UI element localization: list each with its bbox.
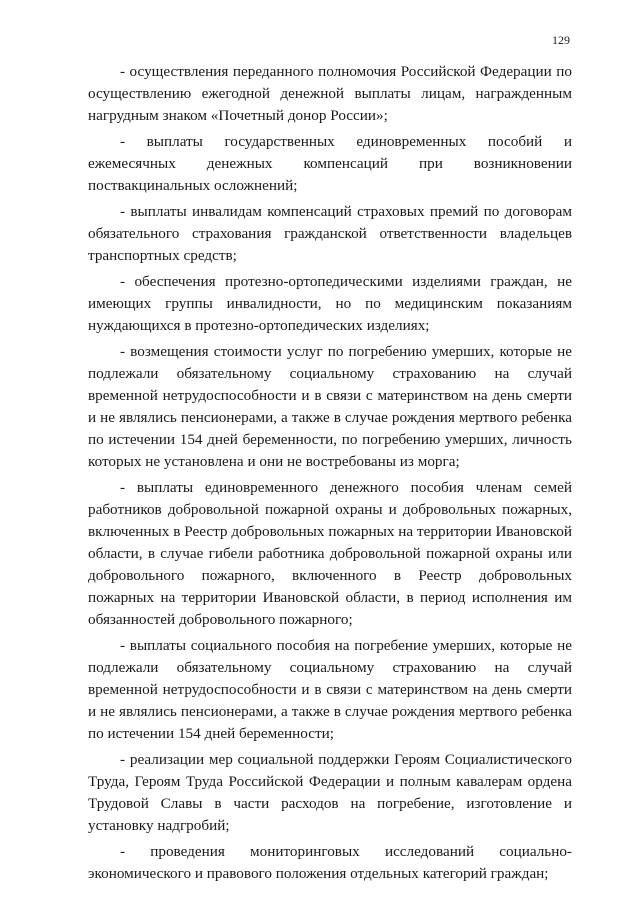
list-item: - реализации мер социальной поддержки Героям Социалистического Труда, Героям Труда Российской Федерации и полным кавалерам ордена Трудовой Славы в части расходов на погребение, изготовление и установку надгробий; xyxy=(88,751,572,834)
list-item: - возмещения стоимости услуг по погребению умерших, которые не подлежали обязательному социальному страхованию на случай временной нетрудоспособности и в связи с материнством на день смерти и не являлись пенсионерами, а также в случае рождения мертвого ребенка по истечении 154 дней беременности, по погребению умерших, личность которых не установлена и они не востребованы из морга; xyxy=(88,343,572,470)
list-item: - осуществления переданного полномочия Российской Федерации по осуществлению ежегодной денежной выплаты лицам, награжденным нагрудным знаком «Почетный донор России»; xyxy=(88,63,572,124)
list-item: - выплаты инвалидам компенсаций страховых премий по договорам обязательного страхования гражданской ответственности владельцев транспортных средств; xyxy=(88,203,572,264)
list-item: - выплаты единовременного денежного пособия членам семей работников добровольной пожарной охраны и добровольных пожарных, включенных в Реестр добровольных пожарных на территории Ивановской области, в случае гибели работника добровольной пожарной охраны или добровольного пожарного, включенного в Реестр добровольных пожарных на территории Ивановской области, в период исполнения им обязанностей добровольного пожарного; xyxy=(88,479,572,628)
list-item: - выплаты государственных единовременных пособий и ежемесячных денежных компенсаций при возникновении поствакцинальных осложнений; xyxy=(88,133,572,194)
list-item: - проведения мониторинговых исследований социально-экономического и правового положения отдельных категорий граждан; xyxy=(88,843,572,882)
document-body xyxy=(88,61,572,889)
page-number: 129 xyxy=(552,33,570,47)
list-item: - выплаты социального пособия на погребение умерших, которые не подлежали обязательному социальному страхованию на случай временной нетрудоспособности и в связи с материнством на день смерти и не являлись пенсионерами, а также в случае рождения мертвого ребенка по истечении 154 дней беременности; xyxy=(88,637,572,742)
list-item: - обеспечения протезно-ортопедическими изделиями граждан, не имеющих группы инвалидности, но по медицинским показаниям нуждающихся в протезно-ортопедических изделиях; xyxy=(88,273,572,334)
